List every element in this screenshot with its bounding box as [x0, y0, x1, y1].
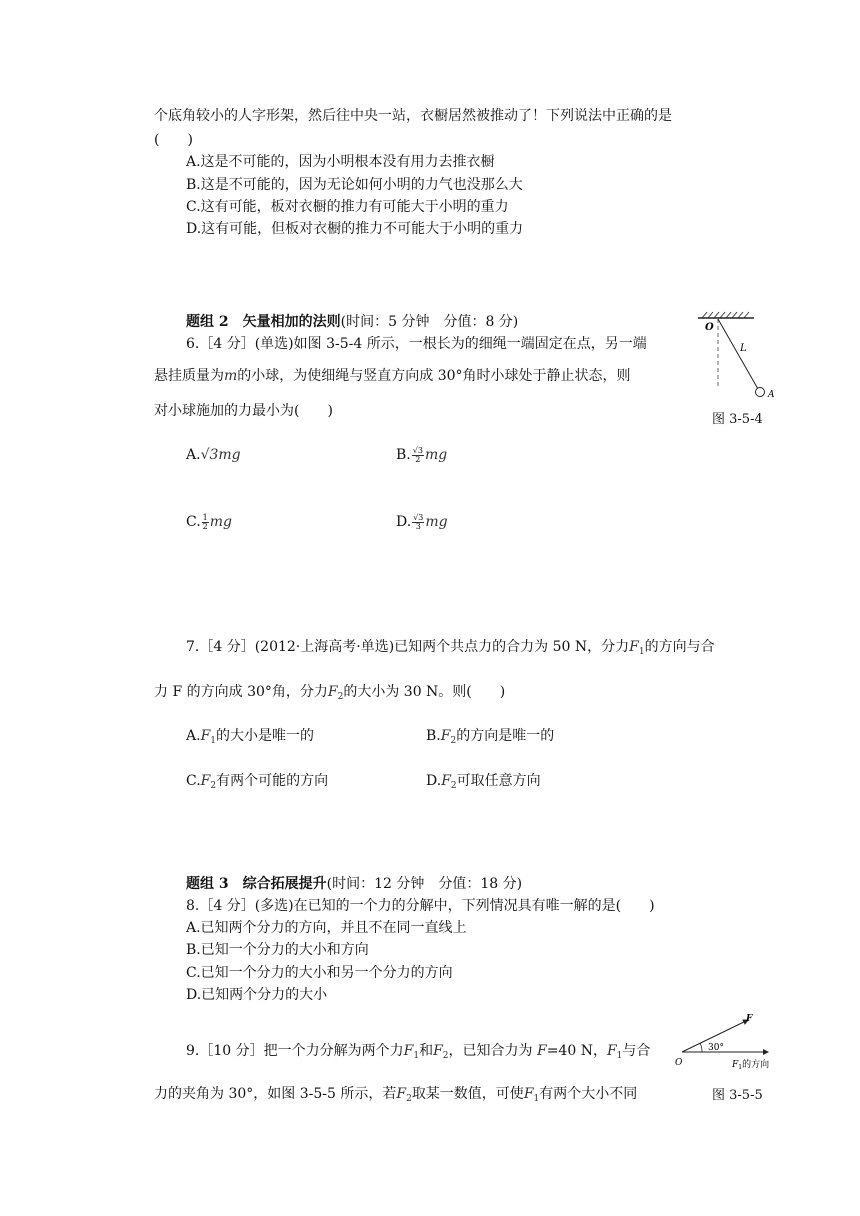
q6-option-a-expr: √3mg	[200, 447, 241, 463]
q6-option-b	[396, 446, 447, 464]
q6-option-c-numerator: 1	[202, 512, 208, 522]
q9-line-1d: 与合	[622, 1043, 651, 1059]
q5-option-d: D.这有可能，但板对衣橱的推力不可能大于小明的重力	[186, 221, 524, 237]
q7-option-b	[426, 727, 554, 750]
q6-option-c	[186, 513, 232, 531]
fig5-label-f1-direction: $F_1$的方向	[732, 1060, 770, 1071]
q6-option-d-numerator: √3	[413, 512, 424, 522]
q6-line-3: 对小球施加的力最小为( )	[154, 403, 333, 419]
rope-line	[718, 319, 758, 389]
ceiling-hatch	[702, 312, 749, 318]
q8-option-c: C.已知一个分力的大小和另一个分力的方向	[186, 965, 453, 981]
q9-f2b-symbol: $F_2$	[396, 1086, 412, 1104]
q6-option-c-label: C.	[186, 514, 201, 530]
intro-line-1: 个底角较小的人字形架，然后往中央一站，衣橱居然被推动了！下列说法中正确的是	[154, 108, 672, 124]
figure-3-5-5-caption: 图 3-5-5	[712, 1088, 763, 1103]
group3-heading-meta: (时间：12 分钟 分值：18 分)	[326, 876, 523, 892]
q7-option-c-symbol: $F_2$	[200, 773, 217, 791]
q5-option-c: C.这有可能，板对衣橱的推力有可能大于小明的重力	[186, 199, 509, 215]
q9-line-1b: ，已知合力为	[448, 1043, 537, 1059]
q7-line-1a: 7.［4 分］(2012·上海高考·单选)已知两个共点力的合力为 50 N，分力	[186, 639, 630, 655]
q7-option-b-text: 的方向是唯一的	[456, 728, 555, 744]
q9-line-1	[186, 1042, 650, 1065]
q7-line-2	[154, 683, 505, 706]
q6-option-c-tail: mg	[209, 514, 233, 530]
intro-line-2: ( )	[154, 132, 193, 148]
q6-option-d-tail: mg	[425, 514, 448, 530]
q5-option-a: A.这是不可能的，因为小明根本没有用力去推衣橱	[186, 154, 495, 170]
q7-line-2a: 力 F 的方向成 30°角，分力	[154, 684, 328, 700]
figure-3-5-4-caption: 图 3-5-4	[712, 412, 763, 427]
q6-option-b-numerator: √3	[412, 445, 423, 455]
fig5-label-f: F	[746, 1014, 753, 1024]
q7-line-1	[186, 638, 715, 661]
fig4-label-a: A	[768, 390, 775, 400]
fig5-label-o: O	[675, 1058, 683, 1068]
q6-option-b-denominator: 2	[415, 454, 421, 464]
angle-arc	[700, 1043, 702, 1052]
q7-option-b-label: B.	[426, 728, 441, 744]
q7-option-a-label: A.	[186, 728, 201, 744]
q8-option-b: B.已知一个分力的大小和方向	[186, 942, 369, 958]
q7-option-d-label: D.	[426, 773, 442, 789]
fig5-label-angle: 30°	[708, 1043, 724, 1053]
q6-option-d-denominator: 3	[415, 521, 421, 531]
q7-option-c-label: C.	[186, 773, 201, 789]
q7-f1-symbol: $F_1$	[629, 639, 645, 657]
q6-option-b-label: B.	[396, 447, 411, 463]
q7-option-c	[186, 772, 328, 795]
q7-line-1b: 的方向与合	[644, 639, 715, 655]
q6-line-2a: 悬挂质量为	[154, 368, 224, 384]
q7-option-a-symbol: $F_1$	[200, 728, 217, 746]
q7-f2-symbol: $F_2$	[327, 684, 344, 702]
fig4-label-l: L	[740, 343, 747, 354]
q7-option-d-symbol: $F_2$	[441, 773, 457, 791]
q9-line-1a: 9.［10 分］把一个力分解为两个力	[186, 1043, 404, 1059]
q9-line-2c: 有两个大小不同	[539, 1086, 638, 1102]
q9-line-1c: =40 N，	[546, 1043, 607, 1059]
q7-option-d	[426, 772, 541, 795]
q8-option-a: A.已知两个分力的方向，并且不在同一直线上	[186, 920, 467, 936]
q8-option-d: D.已知两个分力的大小	[186, 987, 328, 1003]
q9-f2-symbol: $F_2$	[433, 1043, 449, 1061]
figure-3-5-4	[688, 309, 788, 405]
q6-line-2b: 的小球，为使细绳与竖直方向成 30°角时小球处于静止状态，则	[237, 368, 631, 384]
q9-f-symbol: F	[536, 1043, 547, 1059]
ball-circle	[756, 388, 765, 397]
figure-3-5-5	[672, 1010, 784, 1074]
q6-option-a	[186, 446, 241, 464]
q6-option-b-tail: mg	[424, 447, 448, 463]
q9-line-2	[154, 1085, 637, 1108]
q6-option-b-fraction	[412, 447, 424, 464]
group2-heading	[186, 313, 518, 331]
q6-option-c-fraction	[202, 514, 209, 531]
q9-f1-symbol: $F_1$	[403, 1043, 420, 1061]
q9-line-2a: 力的夹角为 30°，如图 3-5-5 所示，若	[154, 1086, 397, 1102]
q7-option-d-text: 可取任意方向	[456, 773, 541, 789]
q7-line-2b: 的大小为 30 N。则( )	[343, 684, 506, 700]
q6-option-d	[396, 513, 448, 531]
fig4-label-o: O	[705, 322, 714, 333]
q6-option-c-denominator: 2	[202, 521, 208, 531]
q7-option-c-text: 有两个可能的方向	[216, 773, 329, 789]
q6-mass-symbol: m	[224, 368, 238, 384]
q7-option-a	[186, 727, 314, 750]
q6-option-d-label: D.	[396, 514, 412, 530]
group2-heading-title: 题组 2 矢量相加的法则	[186, 314, 341, 330]
q6-line-2	[154, 367, 631, 385]
group3-heading	[186, 875, 522, 893]
group3-heading-title: 题组 3 综合拓展提升	[186, 876, 327, 892]
q5-option-b: B.这是不可能的，因为无论如何小明的力气也没那么大	[186, 177, 523, 193]
q6-option-a-label: A.	[186, 447, 201, 463]
q8-line-1: 8.［4 分］(多选)在已知的一个力的分解中，下列情况具有唯一解的是( )	[186, 898, 655, 914]
q9-f1b-symbol: $F_1$	[606, 1043, 623, 1061]
q9-line-2b: 取某一数值，可使	[411, 1086, 524, 1102]
q9-f1c-symbol: $F_1$	[523, 1086, 540, 1104]
q6-line-1: 6.［4 分］(单选)如图 3-5-4 所示，一根长为的细绳一端固定在点，另一端	[186, 336, 647, 352]
q7-option-a-text: 的大小是唯一的	[216, 728, 315, 744]
q9-and: 和	[419, 1043, 434, 1059]
q6-option-d-fraction	[412, 514, 424, 531]
group2-heading-meta: (时间：5 分钟 分值：8 分)	[340, 314, 519, 330]
q7-option-b-symbol: $F_2$	[440, 728, 457, 746]
